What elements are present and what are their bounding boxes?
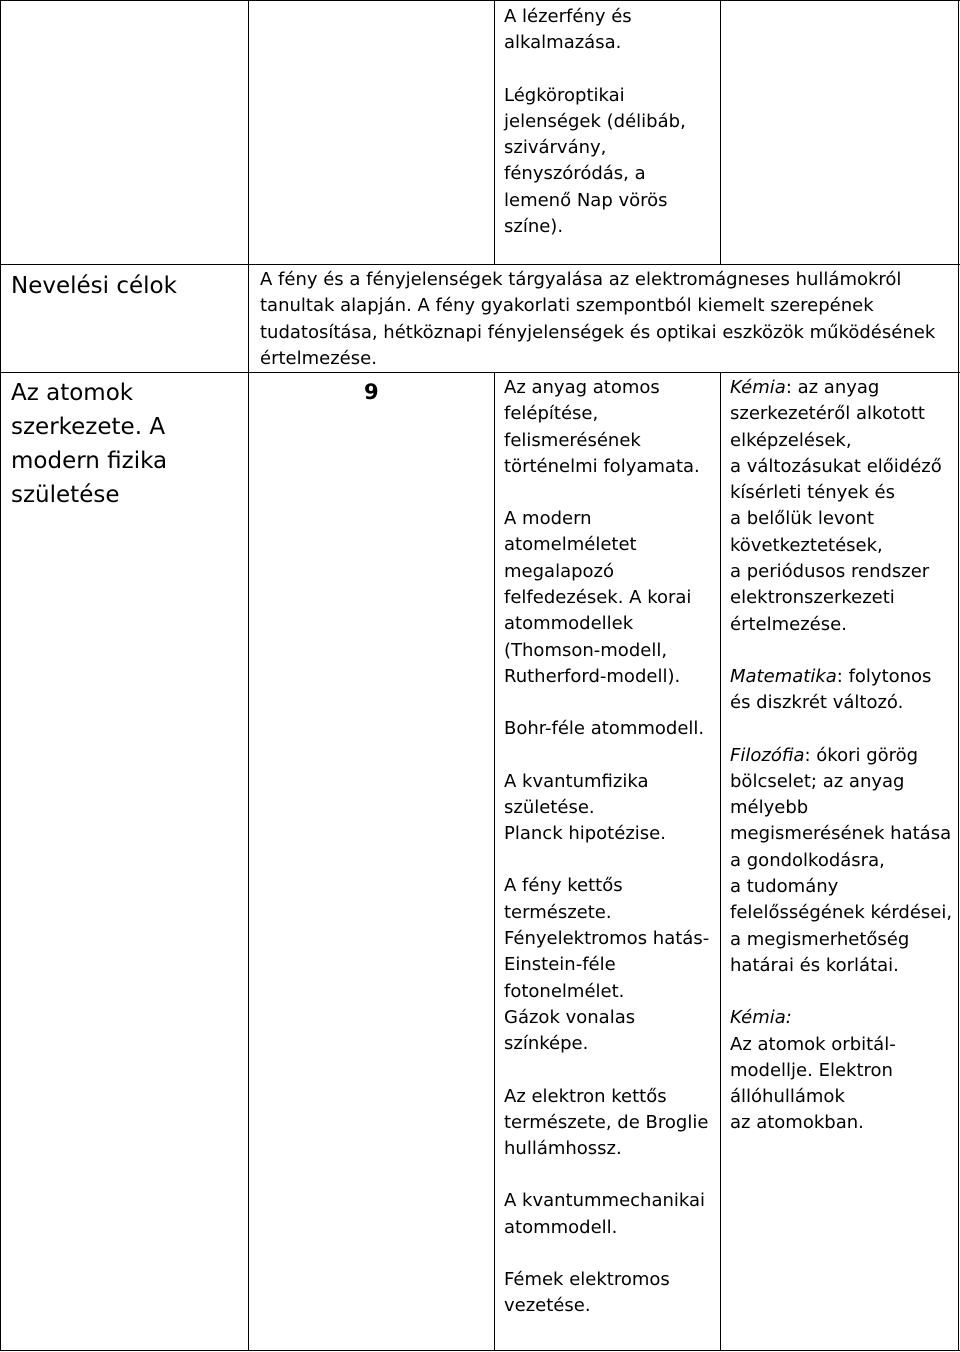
text-line: atommodellek (504, 613, 634, 635)
text-line: A kvantummechanikai (504, 1190, 706, 1212)
nevelesi-celok-text (260, 267, 956, 372)
text-line: felelősségének kérdései, (730, 902, 953, 924)
subject-label: Matematika (730, 665, 837, 687)
nevelesi-celok-label: Nevelési célok (11, 273, 177, 299)
text-line: állóhullámok (730, 1086, 845, 1108)
text-line: modellje. Elektron (730, 1059, 893, 1081)
text-line: a gondolkodásra, (730, 849, 885, 871)
text-line: elképzelések, (730, 429, 852, 451)
text-line: felismerésének (504, 429, 641, 451)
text-line: Az anyag atomos (504, 377, 660, 398)
text-line: Az atomok orbitál- (730, 1033, 896, 1055)
text-line: Az elektron kettős (504, 1085, 667, 1107)
content-cell (504, 375, 716, 1320)
text-line: vezetése. (504, 1295, 591, 1317)
text-line: felépítése, (504, 403, 599, 425)
text-line: (Thomson-modell, (504, 639, 668, 661)
table-col-divider-3 (720, 0, 721, 265)
text-line (730, 664, 956, 690)
text-line (730, 375, 956, 401)
title-line: Az atomok (11, 380, 134, 406)
text-line: Légköroptikai (504, 84, 625, 106)
text-line: tanultak alapján. A fény gyakorlati szempontból kiemelt szerepének (260, 295, 874, 317)
text-line: és diszkrét változó. (730, 692, 904, 714)
text-line: bölcselet; az anyag (730, 770, 905, 792)
text-line: értelmezése. (260, 347, 377, 369)
text-line: a periódusos rendszer (730, 561, 930, 583)
table-left-border (0, 0, 1, 1351)
text-line: A fény kettős (504, 875, 623, 897)
text-line: Rutherford-modell). (504, 665, 681, 687)
text-line: mélyebb (730, 797, 809, 819)
top-content-cell (504, 4, 714, 240)
text-line: A fény és a fényjelenségek tárgyalása az elektromágneses hullámokról (260, 269, 902, 290)
text-line: Gázok vonalas (504, 1006, 636, 1028)
text-line: történelmi folyamata. (504, 455, 700, 477)
text-line: atommodell. (504, 1216, 618, 1238)
text-line: jelenségek (délibáb, (504, 110, 686, 132)
text-line: fotonelmélet. (504, 980, 625, 1002)
text-line: Fémek elektromos (504, 1269, 670, 1291)
title-line: szerkezete. A (11, 414, 166, 440)
text-line: Planck hipotézise. (504, 823, 666, 845)
text-line (730, 1005, 956, 1031)
table-col-divider-1 (248, 0, 249, 1351)
text-line: elektronszerkezeti (730, 587, 895, 609)
text-line: határai és korlátai. (730, 954, 899, 976)
text-line: következtetések, (730, 534, 883, 556)
subject-label: Kémia: (730, 1007, 792, 1029)
text-line: természete, de Broglie (504, 1111, 709, 1133)
text-line: felfedezések. A korai (504, 587, 692, 609)
title-line: modern fizika (11, 448, 168, 474)
text-line: születése. (504, 796, 595, 818)
text-line: megismerésének hatása (730, 823, 952, 845)
text-line: hullámhossz. (504, 1138, 622, 1160)
text-line: természete. (504, 901, 612, 923)
table-bottom-border (0, 1350, 960, 1351)
table-col-divider-2 (494, 0, 495, 265)
connections-cell (730, 375, 956, 1137)
text-line: a megismerhetőség (730, 928, 910, 950)
title-line: születése (11, 482, 120, 508)
text-line: Einstein-féle (504, 954, 616, 976)
text-line: Fényelektromos hatás- (504, 928, 710, 950)
text-line: A modern (504, 508, 592, 530)
subject-text: : az anyag (785, 377, 880, 398)
text-line: a belőlük levont (730, 508, 875, 530)
subject-text: : folytonos (836, 665, 932, 687)
text-line: színképe. (504, 1033, 589, 1055)
text-line: alkalmazása. (504, 32, 622, 54)
table-row-divider-1 (0, 264, 960, 265)
text-line: a tudomány (730, 876, 839, 898)
text-line: kísérleti tények és (730, 482, 895, 504)
hours-count: 9 (364, 380, 379, 404)
text-line: a változásukat előidéző (730, 455, 942, 477)
text-line: A lézerfény és (504, 6, 632, 27)
text-line: tudatosítása, hétköznapi fényjelenségek és optikai eszközök működésének (260, 321, 936, 343)
subject-text: : ókori görög (804, 744, 919, 766)
text-line: Bohr-féle atommodell. (504, 718, 705, 740)
text-line: A kvantumfizika (504, 770, 649, 792)
text-line: színe). (504, 216, 564, 238)
text-line: szerkezetéről alkotott (730, 403, 925, 425)
text-line: megalapozó (504, 560, 614, 582)
text-line: szivárvány, (504, 137, 607, 159)
text-line: fényszóródás, a (504, 163, 646, 185)
table-col-divider-2b (494, 372, 495, 1351)
subject-label: Filozófia (730, 744, 805, 766)
text-line: az atomokban. (730, 1112, 864, 1134)
table-top-border (0, 0, 960, 1)
text-line: atomelméletet (504, 534, 637, 556)
text-line: lemenő Nap vörös (504, 189, 668, 211)
section-title (11, 376, 241, 512)
text-line (730, 743, 956, 769)
table-right-border (958, 0, 959, 1351)
subject-label: Kémia (730, 377, 786, 398)
table-col-divider-3b (720, 372, 721, 1351)
text-line: értelmezése. (730, 613, 847, 635)
